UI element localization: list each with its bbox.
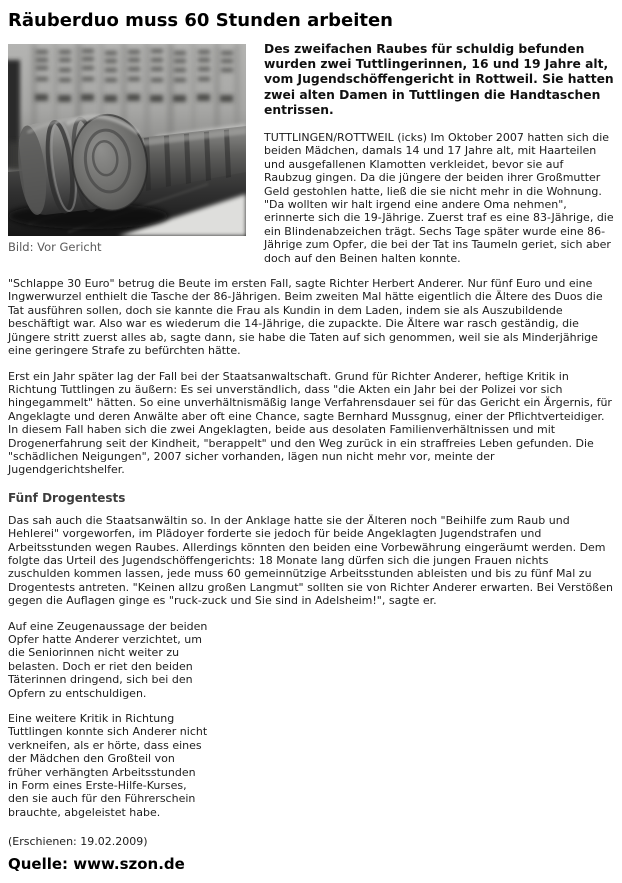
photo-caption: Bild: Vor Gericht [8,240,102,254]
article-paragraph-3: Erst ein Jahr später lag der Fall bei der Staatsanwaltschaft. Grund für Richter Anderer, heftige Kritik in Richtung Tuttlingen zu äußern: Es sei unverständlich, dass "die Akten ein Jahr bei der Polizei vor sich hingegammelt" hätten. So eine unverhältnismäßig lange Verfahrensdauer sei für das Gericht ein Ärgernis, für Angeklagte und deren Anwälte aber oft eine Chance, sagte Bernhard Mussgnug, einer der Pflichtverteidiger. In diesem Fall haben sich die zwei Angeklagten, beide aus desolaten Familienverhältnissen und mit Drogenerfahrung seit der Kindheit, "berappelt" und den Weg zurück in ein straffreies Leben gefunden. Die "schädlichen Neigungen", 2007 sicher vorhanden, lägen nun nicht mehr vor, meinte der Jugendgerichtshelfer. [8,369,612,477]
article-body [8,42,614,873]
article-paragraph-2: "Schlappe 30 Euro" betrug die Beute im ersten Fall, sagte Richter Herbert Anderer. Nur fünf Euro und eine Ingwerwurzel enthielt die Tasche der 86-Jährigen. Beim zweiten Mal hätte eigentlich die Ältere des Duos die Tat ausführen sollen, doch sie kannte die Frau als Kundin in dem Laden, indem sie als Auszubildende beschäftigt war. Also war es wiederum die 14-Jährige, die zupackte. Die Ältere war rasch geständig, die Jüngere stritt zuerst alles ab, sagte dann, sie habe die Taten auf sich genommen, weil sie als Minderjährige eine geringere Strafe zu befürchten hätte. [8,277,603,358]
article-paragraph-4: Das sah auch die Staatsanwältin so. In der Anklage hatte sie der Älteren noch "Beihilfe zum Raub und Hehlerei" vorgeworfen, im Plädoyer forderte sie jedoch für beide Angeklagten Jugendstrafen und Arbeitsstunden wegen Raubes. Allerdings könnten den beiden eine Vorbewährung eingeräumt werden. Dem folgte das Urteil des Jugendschöffengerichts: 18 Monate lang dürfen sich die jungen Frauen nichts zuschulden kommen lassen, jede muss 60 gemeinnützige Arbeitsstunden ableisten und bis zu fünf Mal zu Drogentests antreten. "Keinen allzu großen Langmut" sollten sie von Richter Anderer erwarten. Bei Verstößen gegen die Auflagen ginge es "ruck-zuck und Sie sind in Adelsheim!", sagte er. [8,513,613,608]
publish-date: (Erschienen: 19.02.2009) [8,835,148,849]
article-paragraph-6: Eine weitere Kritik in Richtung Tuttlingen konnte sich Anderer nicht verkneifen, als er hörte, dass eines der Mädchen den Großteil von früher verhängten Arbeitsstunden in Form eines Erste-Hilfe-Kurses, den sie auch für den Führerschein brauchte, abgeleistet habe. [8,712,208,819]
article-photo [8,44,246,254]
gavel-photo-illustration [8,44,246,236]
article-paragraph-5: Auf eine Zeugenaussage der beiden Opfer hatte Anderer verzichtet, um die Seniorinnen nicht weiter zu belasten. Doch er riet den beiden Täterinnen dringend, sich bei den Opfern zu entschuldigen. [8,619,208,700]
court-gavel-image [8,44,246,236]
article-paragraph-1: TUTTLINGEN/ROTTWEIL (icks) Im Oktober 2007 hatten sich die beiden Mädchen, damals 14 und 17 Jahre alt, mit Haarteilen und ausgefallenen Klamotten verkleidet, bevor sie auf Raubzug gingen. Da die jüngere der beiden ihrer Großmutter Geld gestohlen hatte, ließ die sie nicht mehr in die Wohnung. "Da wollten wir halt irgend eine andere Oma nehmen", erinnerte sich die 19-Jährige. Zuerst traf es eine 83-Jährige, die ein Blindenabzeichen trägt. Sechs Tage später wurde eine 86-Jährige zum Opfer, die bei der Tat ins Taumeln geriet, sich aber doch auf den Beinen halten konnte. [264,131,614,265]
article-headline: Räuberduo muss 60 Stunden arbeiten [8,10,393,31]
source-line: Quelle: www.szon.de [8,854,185,873]
article-lead: Des zweifachen Raubes für schuldig befunden wurden zwei Tuttlingerinnen, 16 und 19 Jahre alt, vom Jugendschöffengericht in Rottweil. Sie hatten zwei alten Damen in Tuttlingen die Handtaschen entrissen. [264,42,614,117]
section-subheading: Fünf Drogentests [8,490,126,505]
